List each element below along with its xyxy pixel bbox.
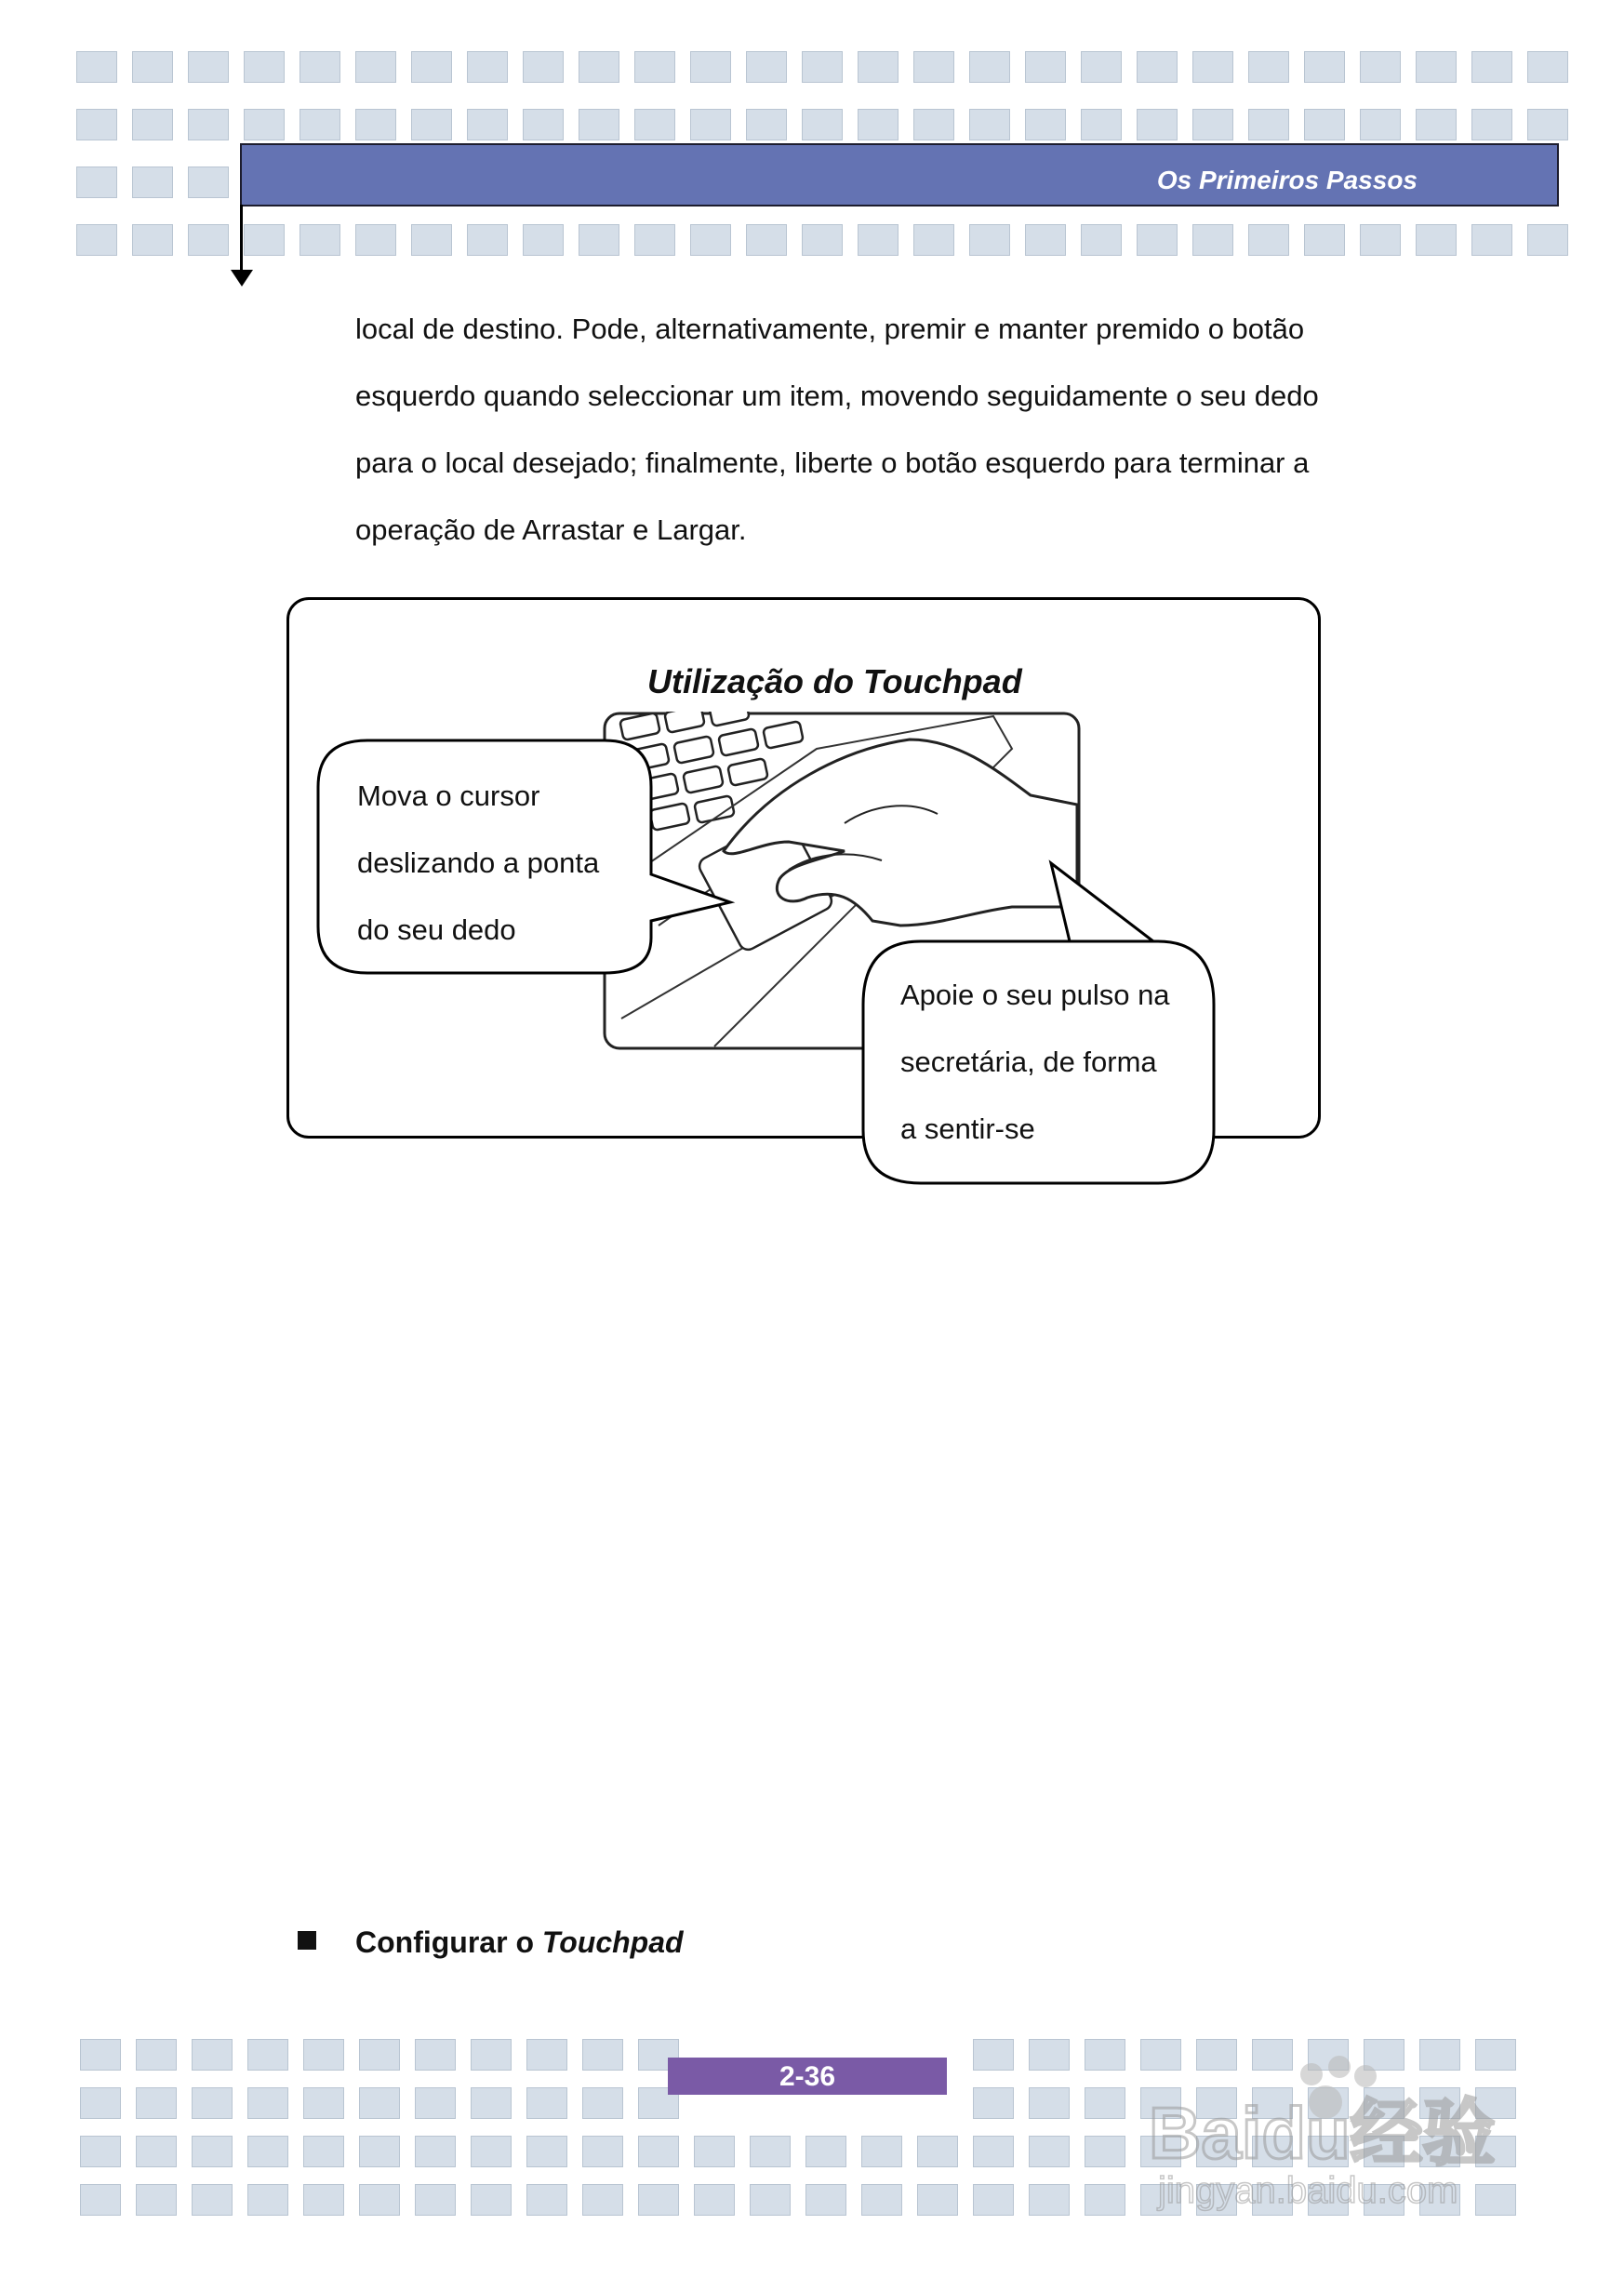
section-heading-prefix: Configurar o	[355, 1925, 542, 1959]
paragraph-line: esquerdo quando seleccionar um item, movendo seguidamente o seu dedo	[355, 380, 1319, 412]
paragraph-line: operação de Arrastar e Largar.	[355, 513, 747, 546]
section-bullet-icon	[298, 1931, 316, 1950]
watermark-url: jingyan.baidu.com	[1158, 2170, 1458, 2211]
watermark-brand: Baidu经验	[1149, 2092, 1496, 2174]
callout-right-line: a sentir-se	[900, 1112, 1035, 1145]
callout-right-line: Apoie o seu pulso na	[900, 979, 1170, 1011]
paragraph-line: para o local desejado; finalmente, liberte o botão esquerdo para terminar a	[355, 446, 1310, 479]
section-title: Os Primeiros Passos	[1156, 166, 1418, 194]
figure-title: Utilização do Touchpad	[647, 662, 1022, 700]
callout-left-line: Mova o cursor	[357, 779, 540, 812]
paragraph-line: local de destino. Pode, alternativamente, premir e manter premido o botão	[355, 313, 1305, 345]
callout-left-line: deslizando a ponta	[357, 846, 600, 879]
callout-left-line: do seu dedo	[357, 913, 516, 946]
baidu-watermark	[1139, 2046, 1549, 2214]
page-number: 2-36	[779, 2061, 836, 2092]
page-number-bar	[668, 2058, 947, 2095]
section-heading	[355, 1925, 684, 1960]
callout-right-line: secretária, de forma	[900, 1046, 1157, 1078]
section-heading-italic: Touchpad	[541, 1925, 684, 1959]
